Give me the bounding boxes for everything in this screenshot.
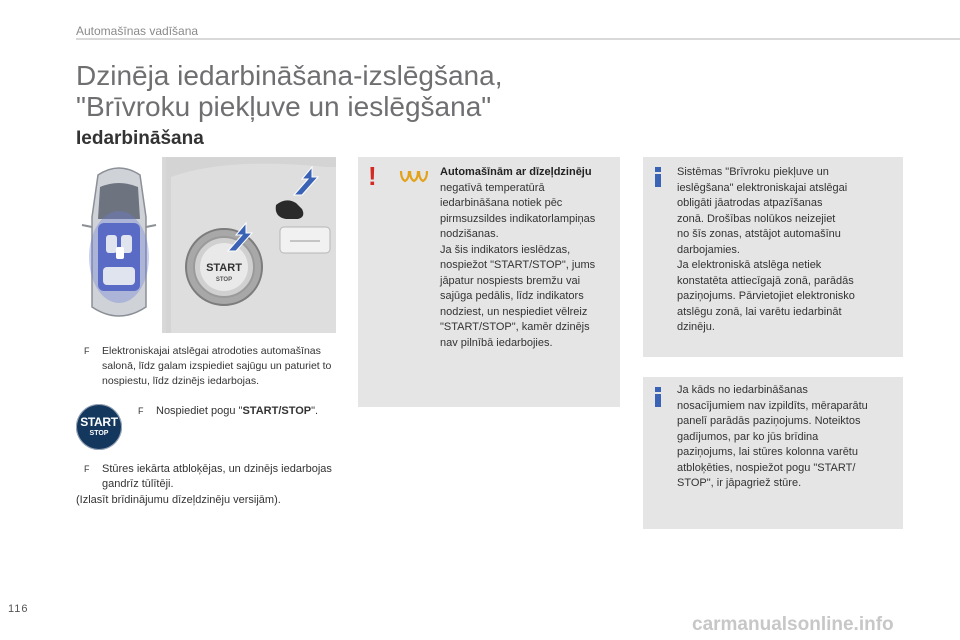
instruction-text-2-prefix: Nospiediet pogu " xyxy=(156,405,243,417)
warning-line: nodzišanas. xyxy=(440,228,499,240)
warning-panel xyxy=(358,157,620,407)
info-panel-1 xyxy=(643,157,903,357)
info-line: paziņojums, lai stūres kolonna varētu xyxy=(677,446,858,458)
info-line: atbloķēties, nospiežot pogu "START/ xyxy=(677,461,856,474)
warning-panel-text xyxy=(440,165,616,351)
warning-line: nodziest, un nespiediet vēlreiz xyxy=(440,305,588,318)
info-panel-1-text xyxy=(677,165,899,336)
bullet-marker: F xyxy=(84,464,90,474)
info-line: dzinēju. xyxy=(677,321,715,333)
info-line: atslēgu zonā, lai varētu iedarbināt xyxy=(677,305,842,318)
warning-line: pirmsuzsildes indikatorlampiņas xyxy=(440,212,596,225)
info-line: Sistēmas "Brīvroku piekļuve un xyxy=(677,166,829,178)
instruction-text-3: Stūres iekārta atbloķējas, un dzinējs iedarbojas gandrīz tūlītēji. xyxy=(102,463,332,490)
glow-plug-icon xyxy=(398,169,428,189)
instruction-text-1: Elektroniskajai atslēgai atrodoties automašīnas salonā, līdz galam izspiediet sajūgu un paturiet to nospiestu, līdz dzinējs iedarbojas. xyxy=(102,345,332,387)
section-header: Automašīnas vadīšana xyxy=(76,24,199,38)
warning-heading: Automašīnām ar dīzeļdzinēju xyxy=(440,166,592,178)
info-line: darbojamies. xyxy=(677,243,740,256)
info-line: gadījumos, par ko jūs brīdina xyxy=(677,430,819,443)
info-icon xyxy=(655,387,661,407)
illustration-start-label: START xyxy=(206,262,242,274)
page-number: 116 xyxy=(8,603,29,615)
illustration-drawing xyxy=(76,157,336,333)
watermark: carmanualsonline.info xyxy=(692,614,894,635)
info-line: Ja elektroniskā atslēga netiek xyxy=(677,259,822,271)
header-rule xyxy=(76,38,960,40)
warning-line: nospiežot "START/STOP", jums xyxy=(440,259,596,271)
info-line: paziņojums. Pārvietojiet elektronisko xyxy=(677,290,855,302)
dashboard-detail xyxy=(166,157,336,333)
info-line: panelī parādās paziņojums. Noteiktos xyxy=(677,415,861,427)
bullet-marker: F xyxy=(84,346,90,356)
page-title xyxy=(76,60,502,122)
warning-line: nav pilnībā iedarbojies. xyxy=(440,336,553,349)
info-panel-2-text xyxy=(677,383,899,492)
info-line: STOP", ir jāpagriež stūre. xyxy=(677,477,802,489)
page-title-line-1: Dzinēja iedarbināšana-izslēgšana, xyxy=(76,60,503,91)
info-line: obligāti jāatrodas atpazīšanas xyxy=(677,197,823,209)
info-line: ieslēgšana" elektroniskajai atslēgai xyxy=(677,181,848,194)
badge-start-text: START xyxy=(80,415,118,429)
info-line: nosacījumiem nav izpildīts, mēraparātu xyxy=(677,399,868,412)
start-stop-badge-icon xyxy=(76,404,122,450)
info-line: Ja kāds no iedarbināšanas xyxy=(677,384,808,396)
info-line: no šīs zonas, atstājot automašīnu xyxy=(677,228,841,240)
warning-line: Ja šis indikators ieslēdzas, xyxy=(440,243,571,256)
bullet-marker: F xyxy=(138,406,144,416)
instruction-text-2-bold: START/STOP xyxy=(242,405,312,417)
warning-line: "START/STOP", kamēr dzinējs xyxy=(440,321,590,333)
info-line: konstatēta attiecīgajā zonā, parādās xyxy=(677,274,854,287)
illustration-stop-label: STOP xyxy=(215,277,233,283)
instruction-bullet-1 xyxy=(84,344,344,389)
info-icon xyxy=(655,167,661,187)
warning-line: negatīvā temperatūrā xyxy=(440,181,545,194)
warning-line: iedarbināšana notiek pēc xyxy=(440,197,563,209)
badge-stop-text: STOP xyxy=(89,430,109,437)
instruction-bullet-2 xyxy=(138,404,358,419)
start-button-illustration xyxy=(76,157,336,333)
section-subtitle: Iedarbināšana xyxy=(76,128,204,149)
info-panel-2 xyxy=(643,377,903,529)
warning-line: jāpatur nospiests bremžu vai xyxy=(440,274,581,287)
instruction-bullet-3 xyxy=(84,462,344,492)
info-line: zonā. Drošības nolūkos neizejiet xyxy=(677,212,836,225)
exclamation-icon: ! xyxy=(368,161,377,191)
instruction-text-2-suffix: ". xyxy=(311,405,319,417)
note-reference: (Izlasīt brīdinājumu dīzeļdzinēju versijām). xyxy=(76,494,281,506)
page-title-line-2: "Brīvroku piekļuve un ieslēgšana" xyxy=(76,91,492,122)
warning-line: sajūga pedālis, līdz indikators xyxy=(440,290,584,302)
